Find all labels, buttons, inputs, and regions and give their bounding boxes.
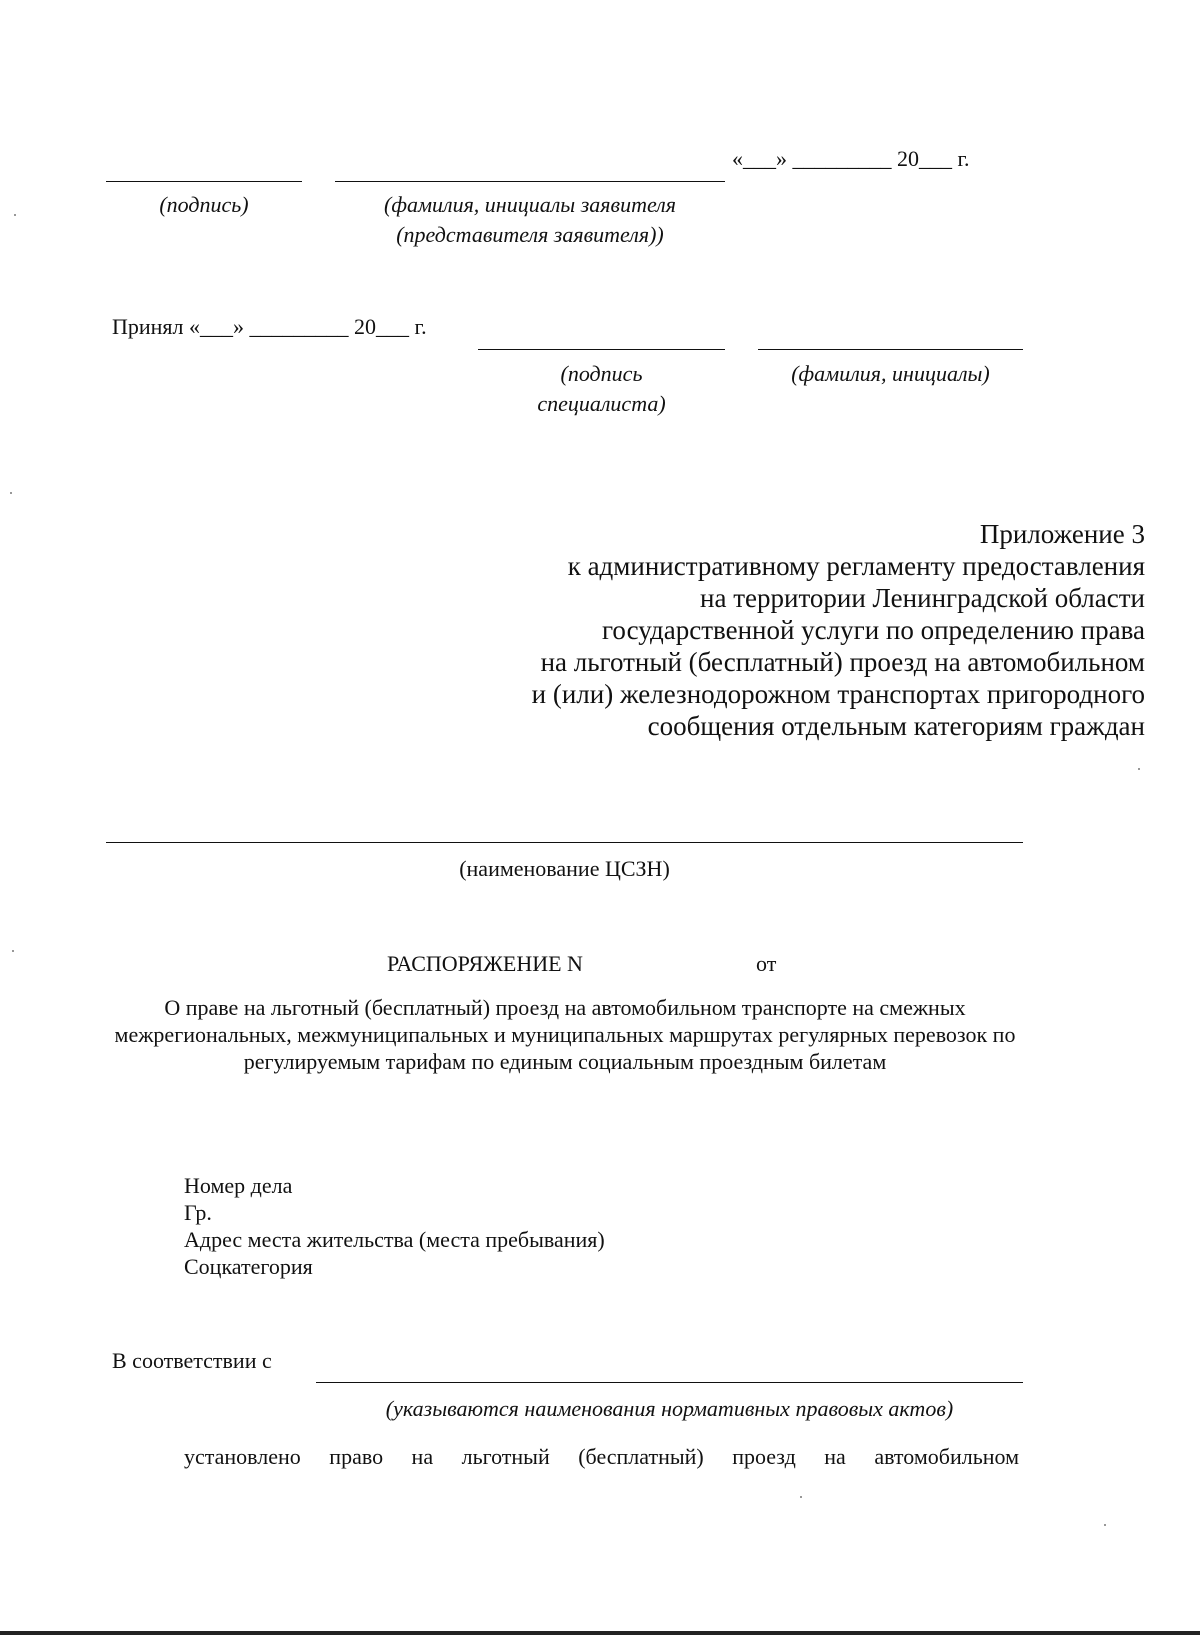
accordance-label: В соответствии с (112, 1348, 272, 1373)
social-category-label: Соцкатегория (184, 1254, 313, 1279)
case-number-label: Номер дела (184, 1173, 293, 1198)
order-from: от (756, 951, 777, 976)
specialist-signature-caption-line2: специалиста) (537, 391, 666, 416)
applicant-signature-line (106, 181, 302, 182)
appendix-line: Приложение 3 (979, 519, 1145, 549)
applicant-name-line (335, 181, 725, 182)
scan-bottom-edge (0, 1631, 1200, 1635)
org-name-line (106, 842, 1023, 843)
specialist-signature-caption-line1: (подпись (560, 361, 643, 386)
scan-speck (10, 492, 12, 494)
applicant-date-line: «___» _________ 20___ г. (732, 146, 970, 171)
applicant-name-caption (335, 190, 725, 250)
order-subject: О праве на льготный (бесплатный) проезд на автомобильном транспорте на смежных межрегиональных, межмуниципальных и муниципальных маршрутах регулярных перевозок по регулируемым тарифам по единым социальным проездным билетам (114, 995, 1016, 1074)
org-caption: (наименование ЦСЗН) (459, 856, 670, 881)
specialist-name-caption: (фамилия, инициалы) (791, 361, 990, 386)
citizen-label: Гр. (184, 1200, 212, 1225)
address-label: Адрес места жительства (места пребывания) (184, 1227, 605, 1252)
applicant-signature-caption: (подпись) (159, 192, 249, 217)
appendix-header (532, 518, 1145, 742)
recipient-fields (184, 1172, 605, 1280)
legal-acts-caption: (указываются наименования нормативных правовых актов) (385, 1396, 954, 1421)
closing-text: установлено право на льготный (бесплатный) проезд на автомобильном (184, 1444, 1019, 1469)
appendix-line: на льготный (бесплатный) проезд на автомобильном (540, 647, 1145, 677)
specialist-signature-caption (478, 359, 725, 419)
appendix-line: государственной услуги по определению права (602, 615, 1145, 645)
scan-speck (1138, 768, 1140, 770)
scan-speck (14, 214, 16, 216)
specialist-name-line (758, 349, 1023, 350)
scan-speck (800, 1496, 802, 1498)
scan-speck (12, 950, 14, 952)
appendix-line: к административному регламенту предоставления (567, 551, 1145, 581)
appendix-line: сообщения отдельным категориям граждан (647, 711, 1145, 741)
accepted-label: Принял «___» _________ 20___ г. (112, 314, 427, 339)
applicant-name-caption-line2: (представителя заявителя)) (396, 222, 664, 247)
order-title: РАСПОРЯЖЕНИЕ N (387, 951, 583, 976)
scan-speck (1104, 1524, 1106, 1526)
legal-acts-line (316, 1382, 1023, 1383)
appendix-line: на территории Ленинградской области (700, 583, 1145, 613)
specialist-signature-line (478, 349, 725, 350)
applicant-name-caption-line1: (фамилия, инициалы заявителя (384, 192, 676, 217)
appendix-line: и (или) железнодорожном транспортах пригородного (531, 679, 1145, 709)
